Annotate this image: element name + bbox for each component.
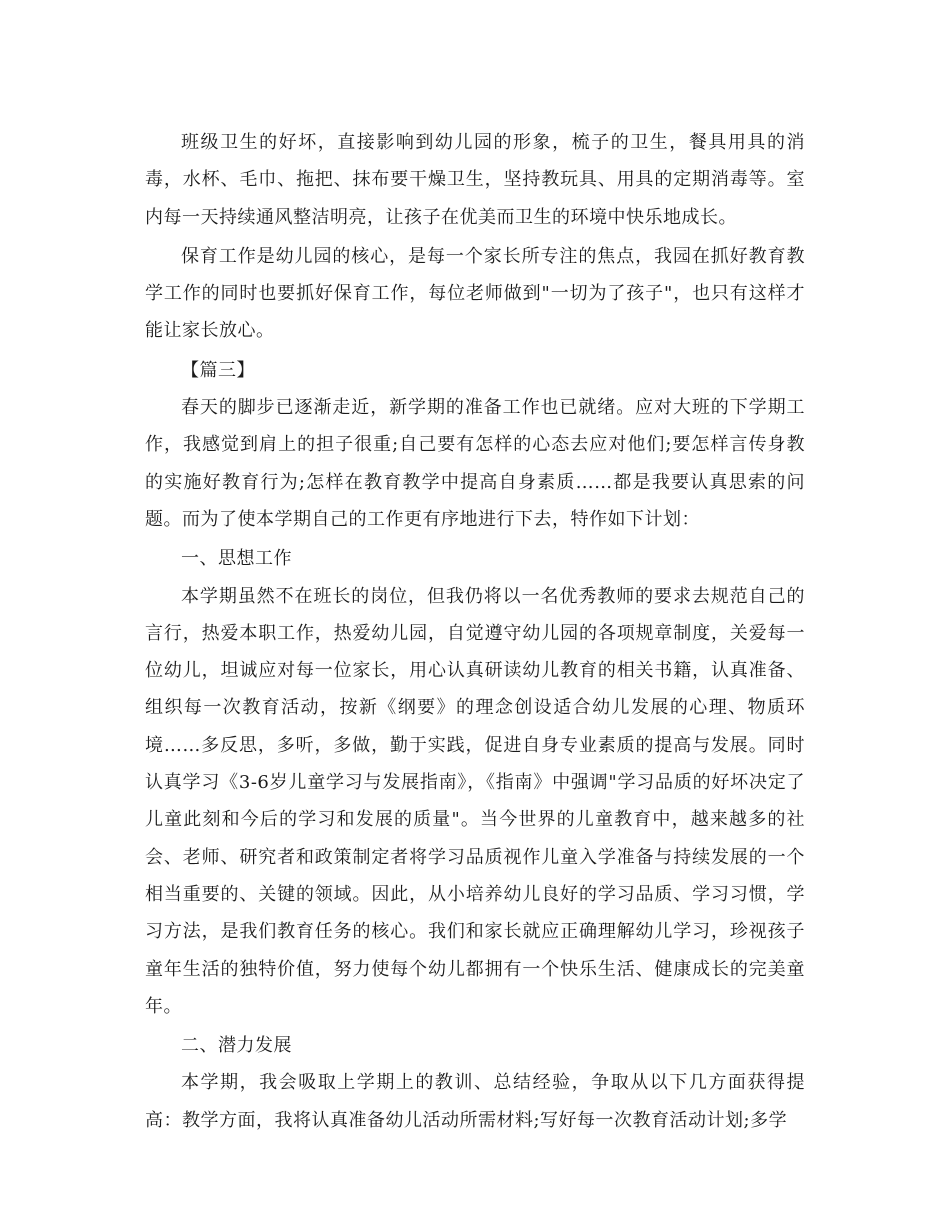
paragraph-ideology-work: 本学期虽然不在班长的岗位，但我仍将以一名优秀教师的要求去规范自己的言行，热爱本职工作，热爱幼儿园，自觉遵守幼儿园的各项规章制度，关爱每一位幼儿，坦诚应对每一位家长，用心认真研读幼儿教育的相关书籍，认真准备、组织每一次教育活动，按新《纲要》的理念创设适合幼儿发展的心理、物质环境……多反思，多听，多做，勤于实践，促进自身专业素质的提高与发展。同时认真学习《3-6岁儿童学习与发展指南》，《指南》中强调"学习品质的好坏决定了儿童此刻和今后的学习和发展的质量"。当今世界的儿童教育中，越来越多的社会、老师、研究者和政策制定者将学习品质视作儿童入学准备与持续发展的一个相当重要的、关键的领域。因此，从小培养幼儿良好的学习品质、学习习惯，学习方法，是我们教育任务的核心。我们和家长就应正确理解幼儿学习，珍视孩子童年生活的独特价值，努力使每个幼儿都拥有一个快乐生活、健康成长的完美童年。 xyxy=(145,585,805,1017)
paragraph-childcare: 保育工作是幼儿园的核心，是每一个家长所专注的焦点，我园在抓好教育教学工作的同时也要抓好保育工作，每位老师做到"一切为了孩子"，也只有这样才能让家长放心。 xyxy=(145,245,805,342)
paragraph-development: 本学期，我会吸取上学期上的教训、总结经验，争取从以下几方面获得提高：教学方面，我将认真准备幼儿活动所需材料;写好每一次教育活动计划;多学 xyxy=(145,1072,805,1131)
section-heading-ideology: 一、思想工作 xyxy=(181,548,292,570)
paragraph-hygiene: 班级卫生的好坏，直接影响到幼儿园的形象，梳子的卫生，餐具用具的消毒，水杯、毛巾、拖把、抹布要干燥卫生，坚持教玩具、用具的定期消毒等。室内每一天持续通风整洁明亮，让孩子在优美而卫生的环境中快乐地成长。 xyxy=(145,132,805,228)
section-heading-part-three: 【篇三】 xyxy=(181,359,255,381)
section-heading-development: 二、潜力发展 xyxy=(181,1035,292,1057)
document-body xyxy=(145,124,805,1141)
paragraph-spring-intro: 春天的脚步已逐渐走近，新学期的准备工作也已就绪。应对大班的下学期工作，我感觉到肩上的担子很重;自己要有怎样的心态去应对他们;要怎样言传身教的实施好教育行为;怎样在教育教学中提高自身素质……都是我要认真思索的问题。而为了使本学期自己的工作更有序地进行下去，特作如下计划： xyxy=(145,397,805,530)
